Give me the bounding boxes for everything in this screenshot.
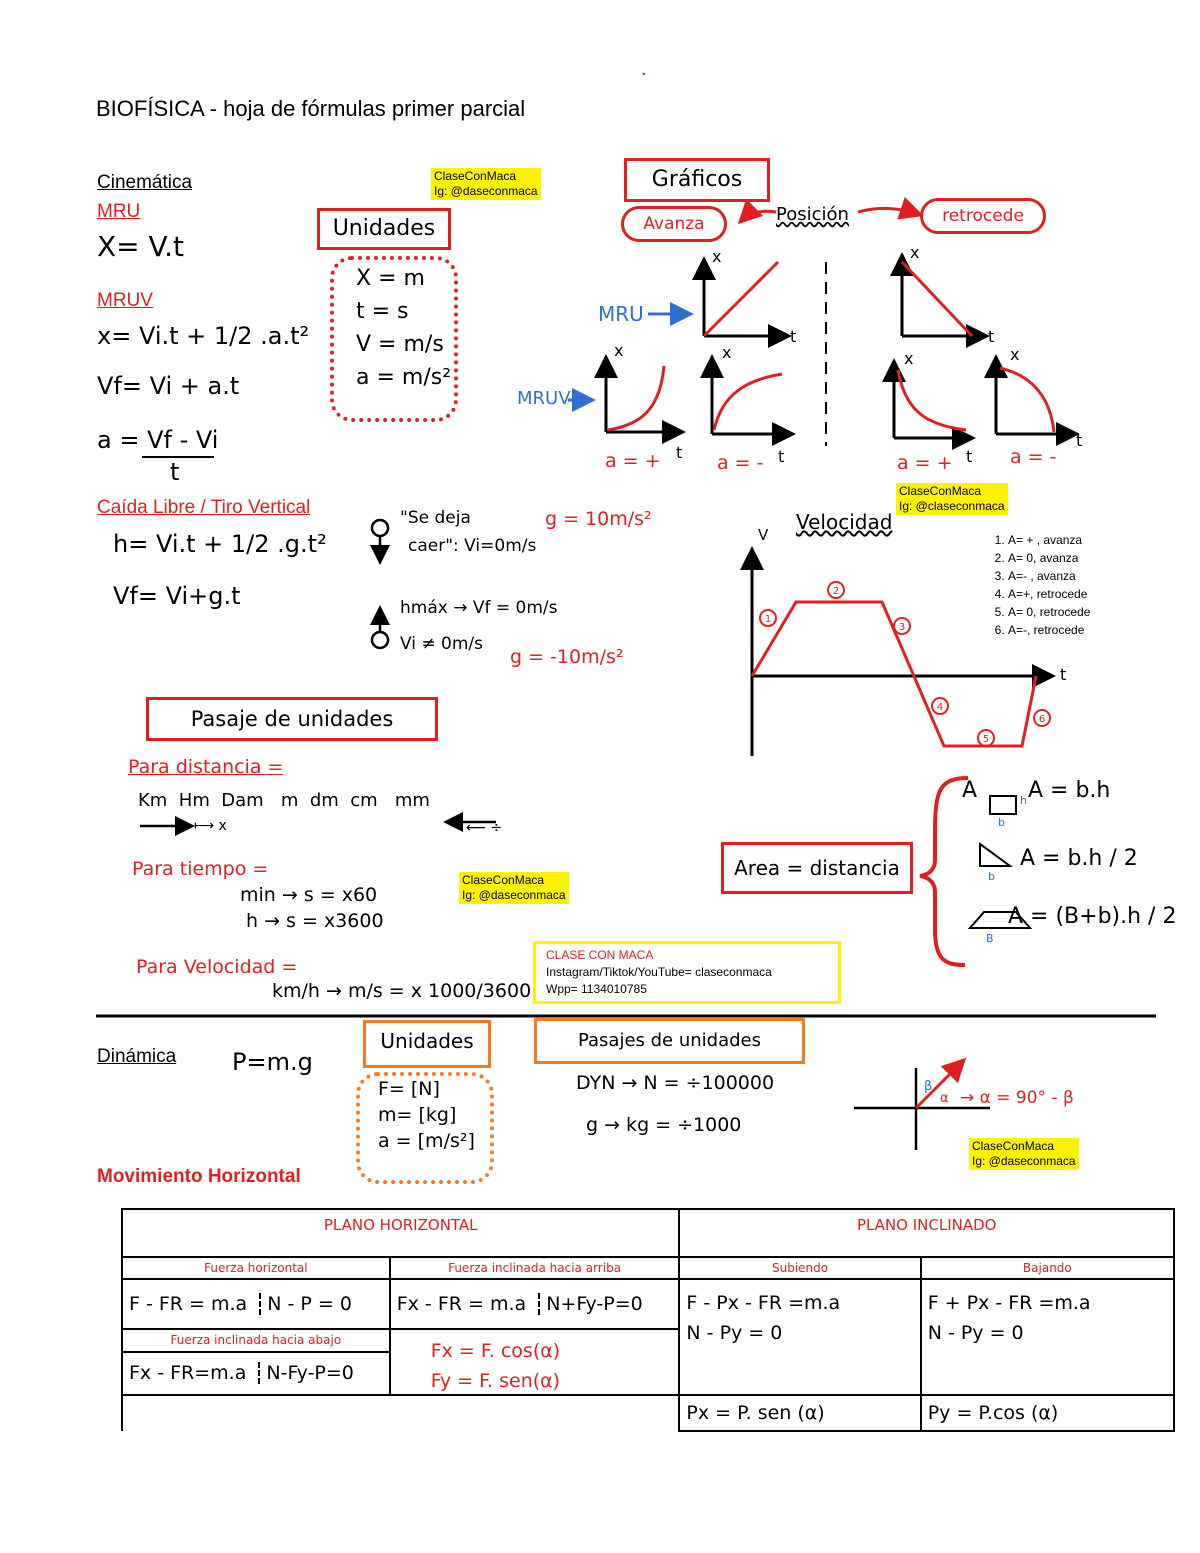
gravity-positive: g = 10m/s² xyxy=(545,508,652,530)
axis-x-label: x xyxy=(910,243,920,262)
area-trapezoid-formula: A = (B+b).h / 2 xyxy=(1008,904,1177,929)
axis-t-label: t xyxy=(966,447,973,466)
velocity-case: 1. A= + , avanza xyxy=(1008,531,1090,549)
area-rect-letter: A xyxy=(962,778,978,803)
peso-formula: P=m.g xyxy=(232,1048,313,1076)
plano-horizontal-header: PLANO HORIZONTAL xyxy=(122,1209,679,1257)
bajando-header: Bajando xyxy=(921,1257,1174,1279)
throw-note-1: hmáx → Vf = 0m/s xyxy=(400,598,558,618)
axis-t-label: t xyxy=(676,443,683,462)
axis-x-label: x xyxy=(722,343,732,362)
formula: N-Fy-P=0 xyxy=(266,1362,354,1385)
fuerza-abajo-cell xyxy=(122,1352,390,1395)
dinamica-unit: a = [m/s²] xyxy=(378,1130,475,1152)
plano-inclinado-header: PLANO INCLINADO xyxy=(679,1209,1174,1257)
watermark-line: Ig: @daseconmaca xyxy=(434,184,538,198)
triangle-shape xyxy=(980,844,1010,866)
gravity-negative: g = -10m/s² xyxy=(510,646,624,668)
dinamica-unidades-title: Unidades xyxy=(363,1020,491,1068)
formula: F + Px - FR =m.a xyxy=(927,1292,1091,1314)
rect-base: b xyxy=(998,816,1005,829)
formula: N - P = 0 xyxy=(267,1293,352,1315)
drop-symbol xyxy=(372,520,388,560)
unit-item: a = m/s² xyxy=(356,365,452,390)
bajando-cell xyxy=(921,1279,1174,1395)
velocidad-pasaje-formula: km/h → m/s = x 1000/3600 xyxy=(272,980,532,1002)
area-label: Area = distancia xyxy=(721,842,913,894)
axis-x-label: x xyxy=(904,349,914,368)
graph-mruv-accel-pos xyxy=(606,341,682,462)
marker-2: 2 xyxy=(832,586,840,597)
formula: F - Px - FR =m.a xyxy=(686,1292,841,1314)
velocity-case: 5. A= 0, retrocede xyxy=(1008,603,1090,621)
velocity-case: 2. A= 0, avanza xyxy=(1008,549,1090,567)
accel-negative-label: a = - xyxy=(717,452,764,474)
drop-note-1: "Se deja xyxy=(400,508,471,528)
axis-t-label: t xyxy=(988,327,995,346)
contact-phone: Wpp= 1134010785 xyxy=(546,982,647,996)
unit-item: V = m/s xyxy=(356,332,444,357)
angle-relation: → α = 90° - β xyxy=(960,1088,1074,1108)
posicion-label: Posición xyxy=(776,204,849,225)
formula-fx: Fx = F. cos(α) xyxy=(430,1340,561,1362)
formula: N - Py = 0 xyxy=(686,1322,783,1344)
accel-positive-label-2: a = + xyxy=(897,452,953,474)
velocity-cases-list xyxy=(986,531,1090,639)
dinamica-unidades-cloud xyxy=(356,1072,494,1184)
contact-title: CLASE CON MACA xyxy=(546,948,654,962)
distancia-label: Para distancia = xyxy=(128,756,284,778)
graph-mruv-retrocede-pos xyxy=(894,349,972,466)
watermark-line: Ig: @daseconmaca xyxy=(462,888,566,902)
fuerza-horizontal-header: Fuerza horizontal xyxy=(122,1257,390,1279)
unit-item: X = m xyxy=(356,266,425,291)
watermark-line: Ig: @claseconmaca xyxy=(899,499,1005,513)
tiempo-label: Para tiempo = xyxy=(132,858,269,880)
retrocede-label: retrocede xyxy=(920,198,1046,234)
mru-formula: X= V.t xyxy=(97,230,184,263)
avanza-label: Avanza xyxy=(621,206,727,242)
top-dot: . xyxy=(641,58,647,80)
formula: Fx - FR = m.a xyxy=(396,1293,527,1315)
dinamica-unit: m= [kg] xyxy=(378,1104,457,1126)
caida-formula-velocity: Vf= Vi+g.t xyxy=(113,582,241,610)
tri-base: b xyxy=(988,870,995,883)
arrow-to-retrocede xyxy=(858,208,918,214)
formula: Fx - FR=m.a xyxy=(129,1362,247,1385)
forces-table xyxy=(121,1208,1175,1432)
throw-symbol xyxy=(372,610,388,648)
alpha-label: α xyxy=(940,1091,949,1106)
mruv-formula-position: x= Vi.t + 1/2 .a.t² xyxy=(97,322,310,350)
axis-t-label: t xyxy=(1060,665,1067,684)
graph-mru-retrocede xyxy=(902,243,994,346)
mruv-formula-velocity: Vf= Vi + a.t xyxy=(97,372,240,400)
mruv-formula-accel-den: t xyxy=(170,458,180,486)
graph-mruv-retrocede-neg xyxy=(996,345,1082,450)
tiempo-hour: h → s = x3600 xyxy=(246,910,384,932)
axis-x-label: x xyxy=(614,341,624,360)
componentes-cell xyxy=(390,1329,680,1395)
page-title: BIOFÍSICA - hoja de fórmulas primer parcial xyxy=(96,96,526,121)
unit-item: t = s xyxy=(356,299,409,324)
axis-x-label: x xyxy=(1010,345,1020,364)
marker-5: 5 xyxy=(982,734,990,745)
velocity-case: 6. A=-, retrocede xyxy=(1008,621,1090,639)
mruv-graph-label: MRUV xyxy=(517,388,571,409)
subiendo-header: Subiendo xyxy=(679,1257,920,1279)
dinamica-heading: Dinámica xyxy=(97,1046,177,1067)
marker-4: 4 xyxy=(936,702,944,713)
mruv-formula-accel-num: a = Vf - Vi xyxy=(97,426,219,454)
axis-t-label: t xyxy=(778,447,785,466)
accel-positive-label: a = + xyxy=(605,450,661,472)
watermark-line: ClaseConMaca xyxy=(972,1139,1055,1153)
watermark-line: ClaseConMaca xyxy=(434,169,517,183)
multiply-label: ⟼ x xyxy=(194,818,227,834)
area-brace xyxy=(920,778,968,965)
pasaje-dyn: DYN → N = ÷100000 xyxy=(576,1072,775,1094)
formula-fy: Fy = F. sen(α) xyxy=(430,1370,561,1392)
marker-6: 6 xyxy=(1038,714,1046,725)
graficos-title: Gráficos xyxy=(624,158,770,202)
accel-negative-label-2: a = - xyxy=(1010,446,1057,468)
mru-graph-label: MRU xyxy=(598,302,644,326)
units-row: Km Hm Dam m dm cm mm xyxy=(138,790,430,811)
formula: F - FR = m.a xyxy=(129,1293,248,1315)
pasaje-title: Pasaje de unidades xyxy=(146,697,438,741)
axis-v-label: V xyxy=(758,526,769,544)
unidades-title: Unidades xyxy=(317,208,451,250)
graph-mruv-accel-neg xyxy=(712,343,790,466)
mruv-label: MRUV xyxy=(97,290,153,311)
trap-base: B xyxy=(986,932,994,945)
area-triangle-formula: A = b.h / 2 xyxy=(1020,846,1138,871)
marker-1: 1 xyxy=(764,614,772,625)
pasaje-gramos: g → kg = ÷1000 xyxy=(586,1114,742,1136)
subiendo-cell xyxy=(679,1279,920,1395)
graph-mru-avanza xyxy=(704,247,796,346)
rect-height: h xyxy=(1020,794,1027,807)
drop-note-2: caer": Vi=0m/s xyxy=(408,536,537,556)
dinamica-unit: F= [N] xyxy=(378,1078,440,1100)
mru-label: MRU xyxy=(97,201,141,222)
mov-horizontal-heading: Movimiento Horizontal xyxy=(97,1166,301,1187)
arrow-to-avanza xyxy=(742,211,776,220)
tiempo-min: min → s = x60 xyxy=(240,884,378,906)
formula: N+Fy-P=0 xyxy=(546,1293,643,1315)
area-rect-formula: A = b.h xyxy=(1028,778,1111,803)
fuerza-abajo-header: Fuerza inclinada hacia abajo xyxy=(122,1329,390,1352)
rectangle-shape xyxy=(990,796,1016,814)
contact-social: Instagram/Tiktok/YouTube= claseconmaca xyxy=(546,965,772,979)
caida-heading: Caída Libre / Tiro Vertical xyxy=(97,497,311,518)
caida-formula-height: h= Vi.t + 1/2 .g.t² xyxy=(113,530,327,558)
watermark-line: ClaseConMaca xyxy=(899,484,982,498)
formula: N - Py = 0 xyxy=(927,1322,1024,1344)
fuerza-horizontal-cell xyxy=(122,1279,390,1329)
pasajes-title: Pasajes de unidades xyxy=(534,1018,805,1064)
watermark-line: Ig: @daseconmaca xyxy=(972,1154,1076,1168)
marker-3: 3 xyxy=(898,622,906,633)
axis-t-label: t xyxy=(790,327,797,346)
velocidad-title: Velocidad xyxy=(796,510,893,534)
axis-t-label: t xyxy=(1076,431,1083,450)
fuerza-arriba-header: Fuerza inclinada hacia arriba xyxy=(390,1257,680,1279)
throw-note-2: Vi ≠ 0m/s xyxy=(400,634,483,654)
velocidad-pasaje-label: Para Velocidad = xyxy=(136,956,298,978)
beta-label: β xyxy=(924,1079,933,1094)
watermark-line: ClaseConMaca xyxy=(462,873,545,887)
axis-x-label: x xyxy=(712,247,722,266)
velocity-case: 4. A=+, retrocede xyxy=(1008,585,1090,603)
velocity-case: 3. A=- , avanza xyxy=(1008,567,1090,585)
fuerza-arriba-cell xyxy=(390,1279,680,1329)
cinematica-heading: Cinemática xyxy=(97,172,193,193)
py-cell: Py = P.cos (α) xyxy=(921,1395,1174,1431)
divide-label: ⟵ ÷ xyxy=(466,820,503,836)
px-cell: Px = P. sen (α) xyxy=(679,1395,920,1431)
